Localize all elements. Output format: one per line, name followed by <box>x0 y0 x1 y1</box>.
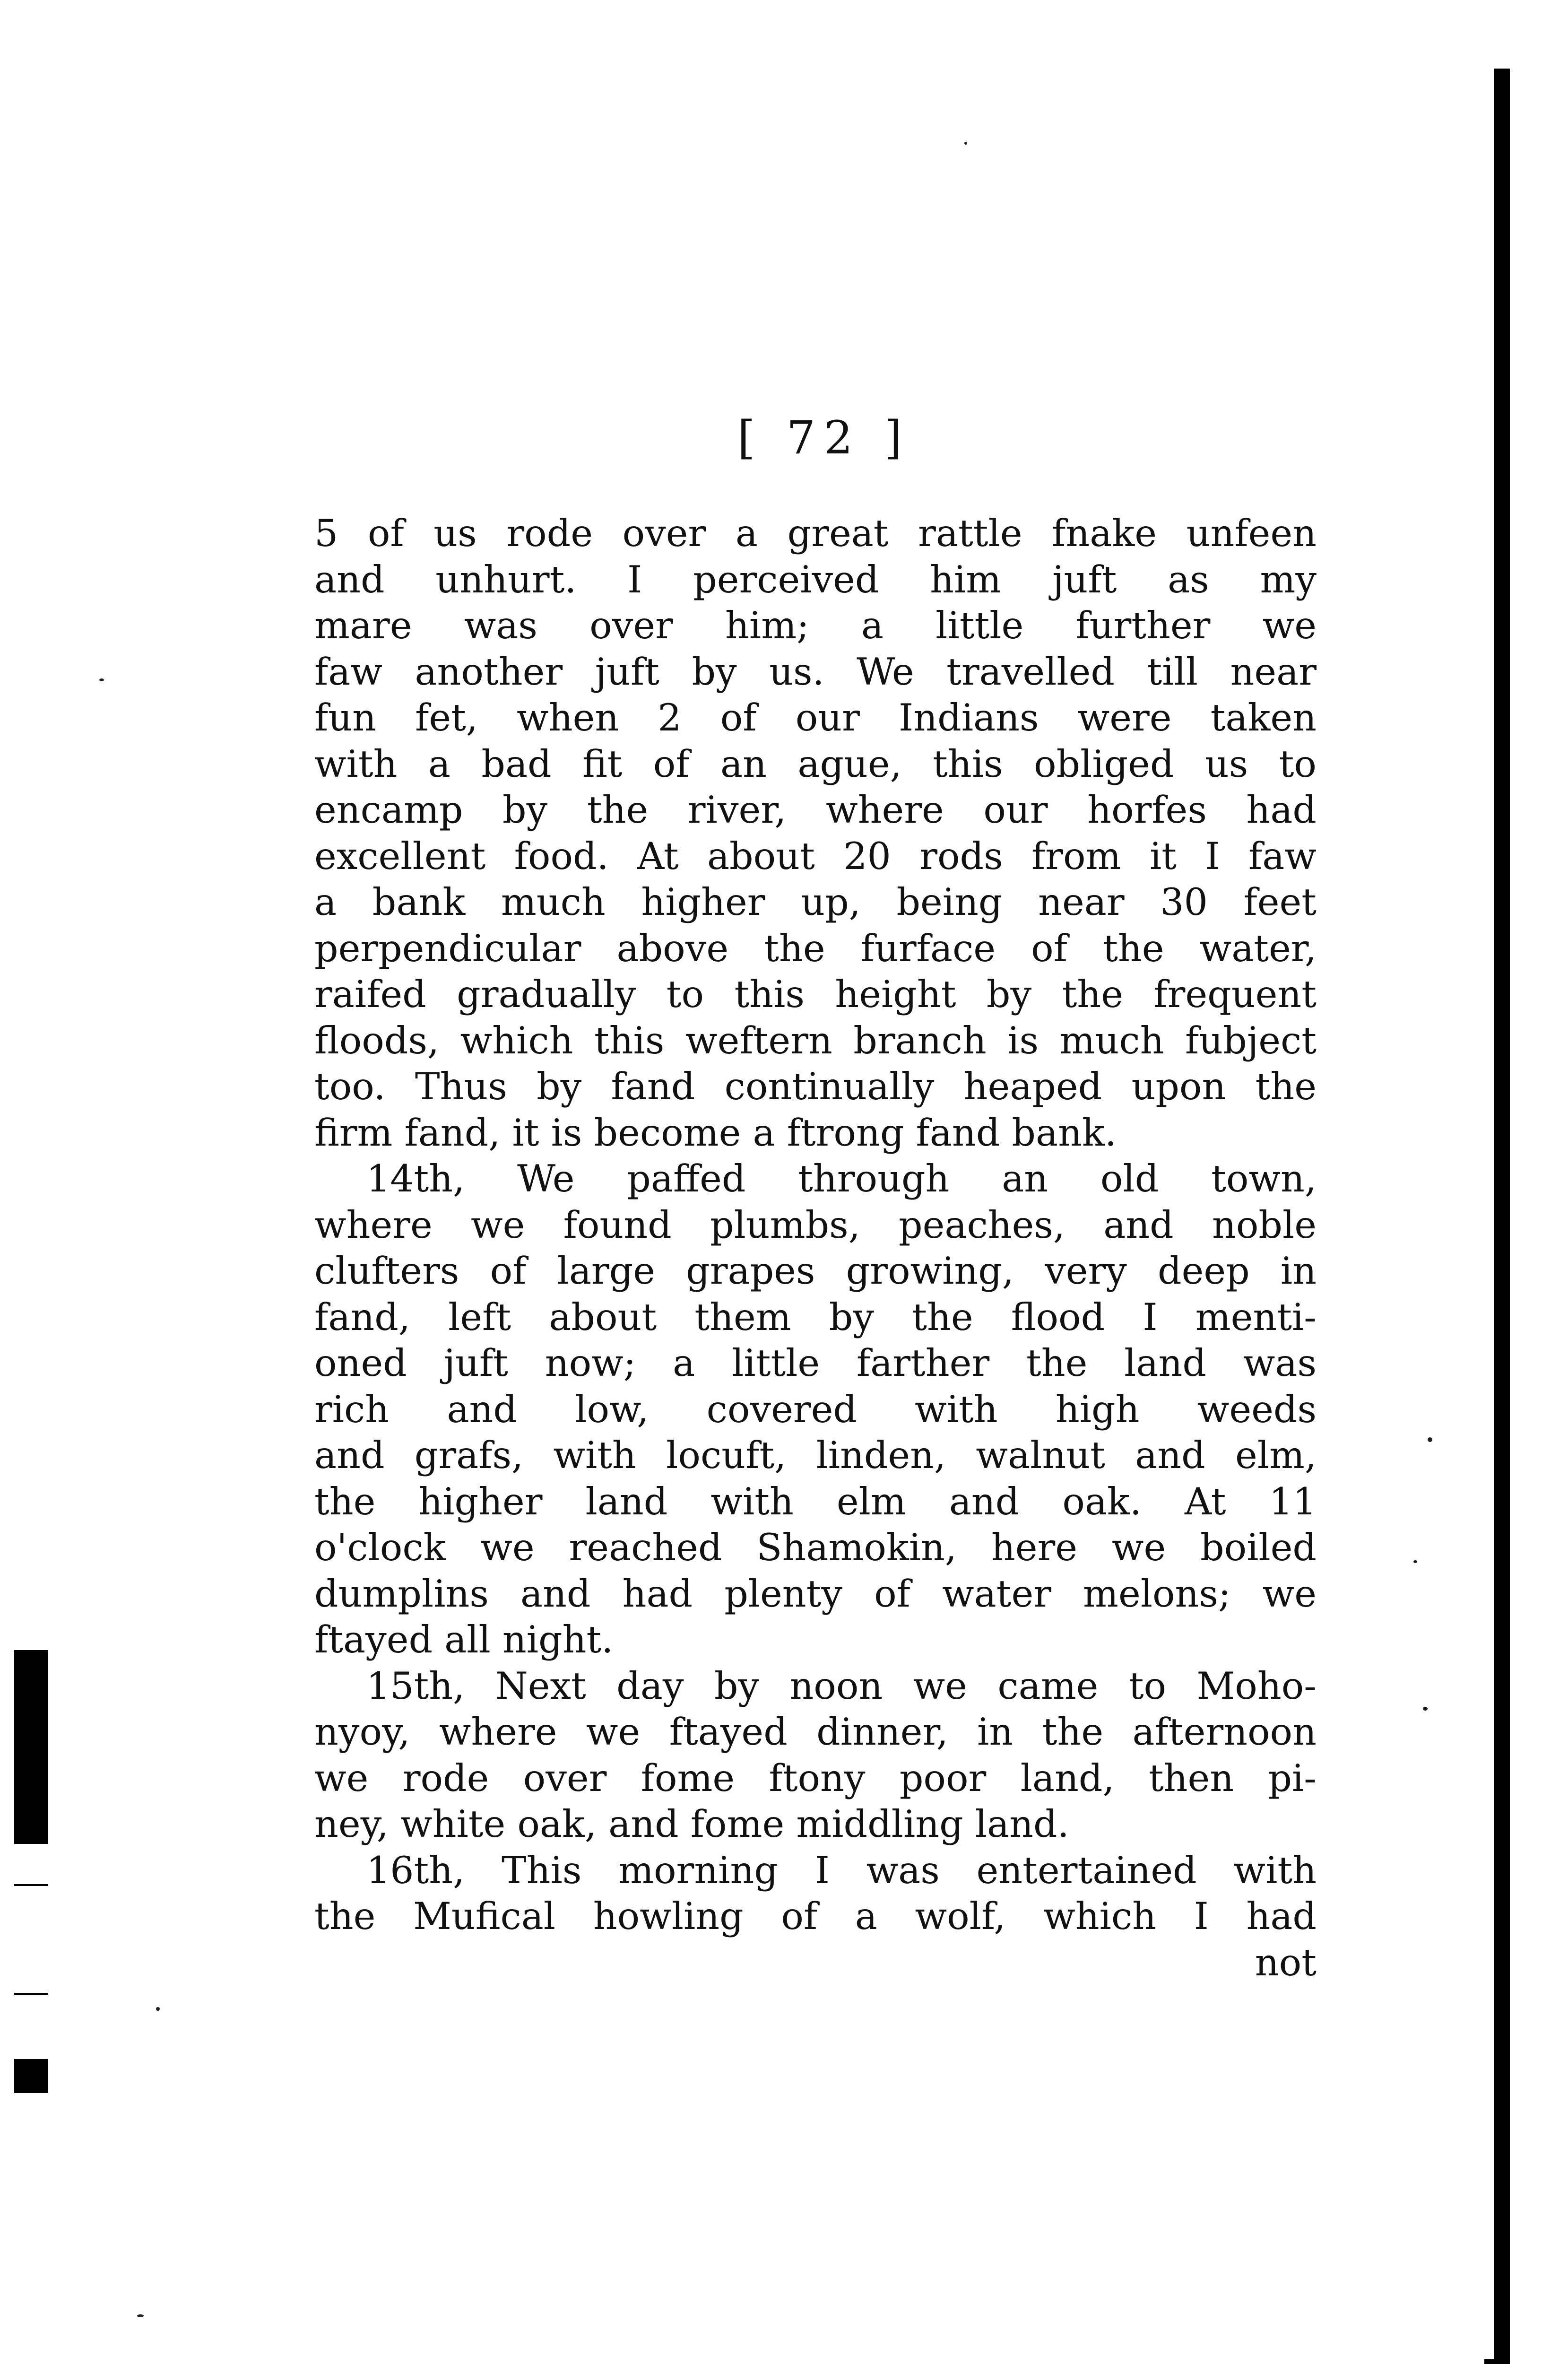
scan-margin-mark <box>14 1884 48 1886</box>
text-line: nyoy, where we ftayed dinner, in the afternoon <box>314 1710 1317 1754</box>
text-line: rich and low, covered with high weeds <box>314 1387 1317 1431</box>
scan-margin-mark <box>14 1650 48 1844</box>
text-line: faw another juft by us. We travelled till near <box>314 650 1317 694</box>
text-line: perpendicular above the furface of the water, <box>314 926 1317 970</box>
text-line: and grafs, with locuft, linden, walnut and elm, <box>314 1434 1317 1477</box>
scan-speck <box>156 2007 160 2011</box>
text-line: mare was over him; a little further we <box>314 604 1317 647</box>
text-line: oned juft now; a little farther the land was <box>314 1341 1317 1385</box>
text-line: where we found plumbs, peaches, and noble <box>314 1203 1317 1247</box>
scan-speck <box>1413 1560 1417 1563</box>
text-line: we rode over fome ftony poor land, then pi- <box>314 1756 1317 1800</box>
text-line: dumplins and had plenty of water melons; we <box>314 1572 1317 1616</box>
text-line: encamp by the river, where our horfes had <box>314 788 1317 832</box>
text-line: fun fet, when 2 of our Indians were taken <box>314 696 1317 739</box>
text-line: ftayed all night. <box>314 1618 614 1661</box>
scan-speck <box>99 678 104 681</box>
scan-speck <box>137 2314 144 2317</box>
text-line: 15th, Next day by noon we came to Moho- <box>366 1664 1317 1708</box>
text-line: 14th, We paffed through an old town, <box>366 1157 1317 1200</box>
text-line: firm fand, it is become a ftrong fand bank. <box>314 1111 1117 1155</box>
text-line: o'clock we reached Shamokin, here we boiled <box>314 1526 1317 1569</box>
text-line: ney, white oak, and fome middling land. <box>314 1802 1069 1846</box>
scan-speck <box>1428 1437 1432 1442</box>
text-line: with a bad fit of an ague, this obliged us to <box>314 742 1317 786</box>
text-line: the higher land with elm and oak. At 11 <box>314 1479 1317 1523</box>
text-line: a bank much higher up, being near 30 feet <box>314 880 1317 924</box>
scan-margin-mark <box>14 1993 48 1995</box>
text-line: 5 of us rode over a great rattle fnake unfeen <box>314 512 1317 555</box>
body-text <box>314 511 1317 1986</box>
catchword: not <box>1255 1940 1317 1984</box>
page-number: [ 72 ] <box>737 411 911 464</box>
text-line: clufters of large grapes growing, very deep in <box>314 1249 1317 1293</box>
text-line: fand, left about them by the flood I menti- <box>314 1295 1317 1339</box>
text-line: too. Thus by fand continually heaped upon the <box>314 1065 1317 1108</box>
scan-edge-mark <box>1484 2359 1510 2364</box>
scan-speck <box>1423 1707 1428 1711</box>
text-line: 16th, This morning I was entertained with <box>366 1848 1317 1892</box>
text-line: the Mufical howling of a wolf, which I had <box>314 1895 1317 1938</box>
scan-margin-mark <box>14 2059 48 2093</box>
text-line: excellent food. At about 20 rods from it I faw <box>314 834 1317 878</box>
text-line: raifed gradually to this height by the frequent <box>314 973 1317 1016</box>
scan-speck <box>964 142 967 145</box>
text-line: floods, which this weftern branch is much fubject <box>314 1018 1317 1062</box>
scan-edge-bar <box>1494 69 1510 2364</box>
text-line: and unhurt. I perceived him juft as my <box>314 557 1317 601</box>
